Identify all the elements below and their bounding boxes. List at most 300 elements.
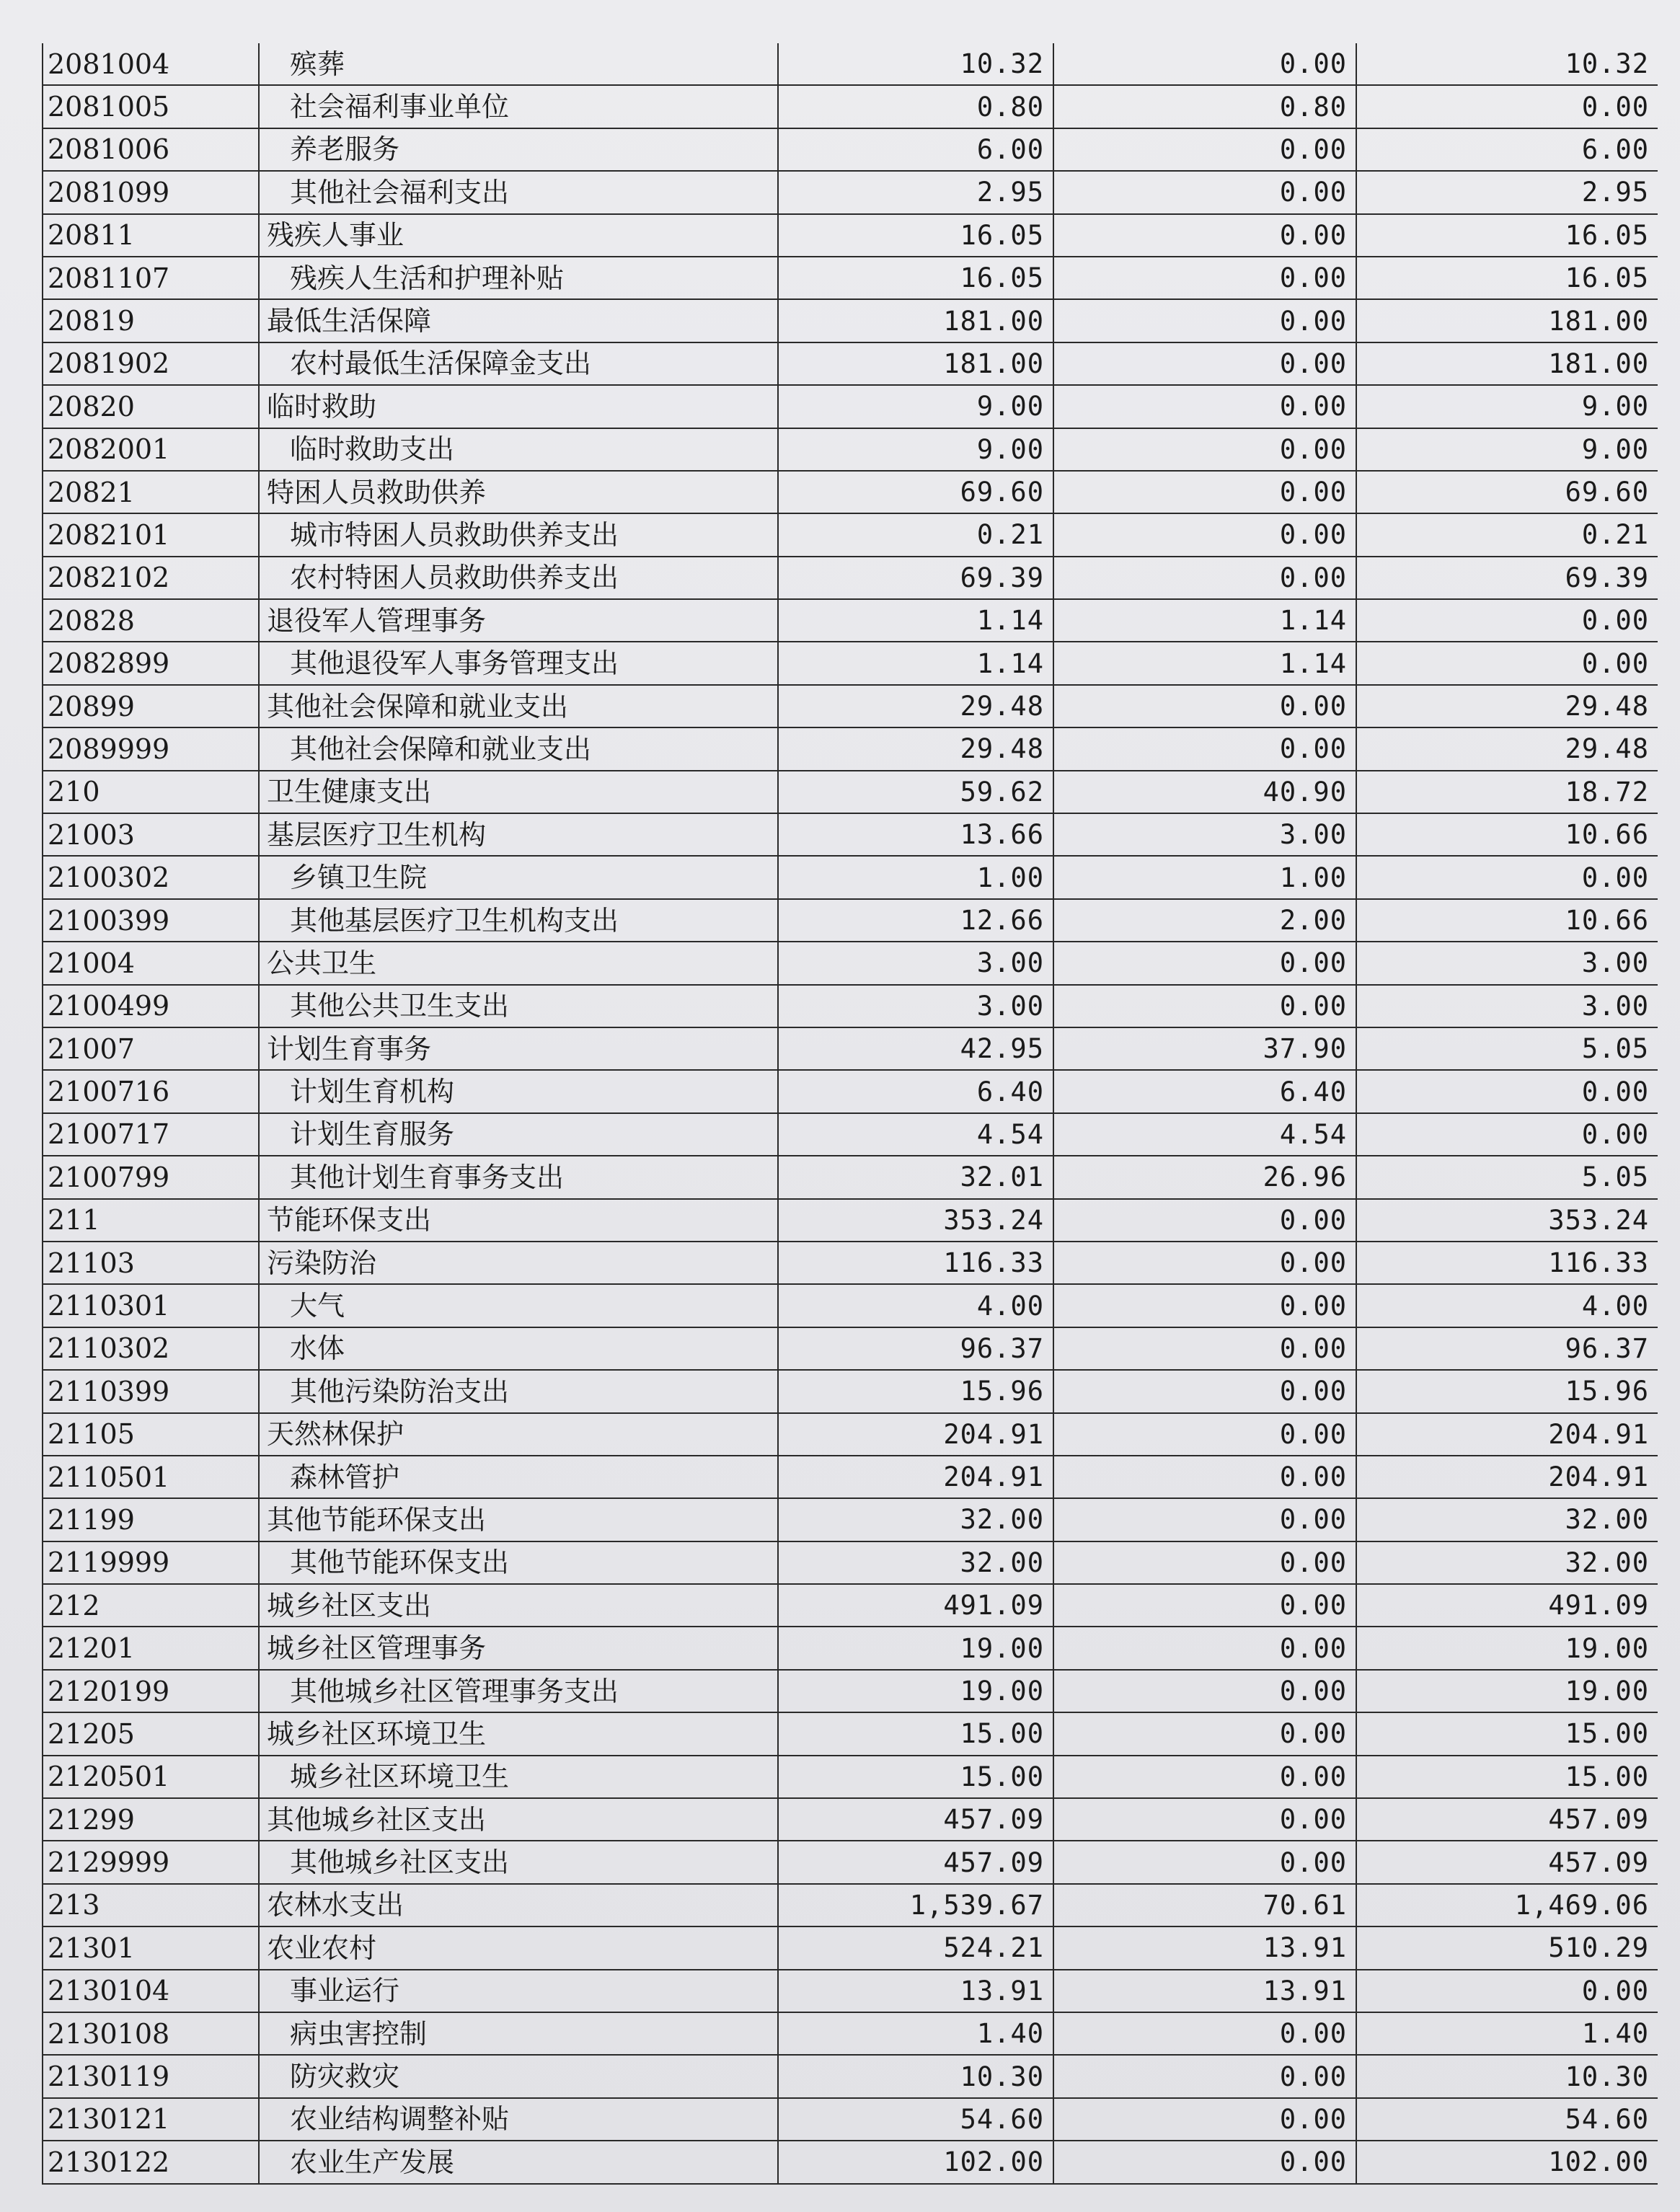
code-cell: 2100399 — [43, 899, 259, 942]
project-expenditure-cell: 181.00 — [1356, 342, 1658, 385]
total-cell: 1.00 — [778, 856, 1053, 898]
name-cell: 城乡社区环境卫生 — [259, 1756, 778, 1798]
total-cell: 69.60 — [778, 471, 1053, 513]
table-row — [43, 471, 1658, 513]
basic-expenditure-cell: 0.00 — [1053, 985, 1356, 1027]
basic-expenditure-cell: 4.54 — [1053, 1113, 1356, 1156]
table-row — [43, 1242, 1658, 1284]
table-row — [43, 1498, 1658, 1541]
project-expenditure-cell: 96.37 — [1356, 1327, 1658, 1370]
name-cell: 其他计划生育事务支出 — [259, 1156, 778, 1198]
total-cell: 457.09 — [778, 1798, 1053, 1841]
basic-expenditure-cell: 26.96 — [1053, 1156, 1356, 1198]
project-expenditure-cell: 0.21 — [1356, 513, 1658, 556]
total-cell: 457.09 — [778, 1841, 1053, 1883]
total-cell: 69.39 — [778, 557, 1053, 599]
project-expenditure-cell: 54.60 — [1356, 2098, 1658, 2141]
basic-expenditure-cell: 1.00 — [1053, 856, 1356, 898]
name-cell: 农村特困人员救助供养支出 — [259, 557, 778, 599]
table-row — [43, 1970, 1658, 2012]
code-cell: 2100716 — [43, 1070, 259, 1112]
table-row — [43, 1584, 1658, 1627]
code-cell: 213 — [43, 1884, 259, 1926]
basic-expenditure-cell: 0.00 — [1053, 1670, 1356, 1712]
basic-expenditure-cell: 0.00 — [1053, 1370, 1356, 1412]
total-cell: 16.05 — [778, 214, 1053, 257]
project-expenditure-cell: 15.00 — [1356, 1712, 1658, 1755]
total-cell: 491.09 — [778, 1584, 1053, 1627]
project-expenditure-cell: 29.48 — [1356, 685, 1658, 727]
basic-expenditure-cell: 0.00 — [1053, 685, 1356, 727]
code-cell: 2110399 — [43, 1370, 259, 1412]
project-expenditure-cell: 10.32 — [1356, 43, 1658, 85]
basic-expenditure-cell: 0.00 — [1053, 2055, 1356, 2097]
project-expenditure-cell: 9.00 — [1356, 428, 1658, 471]
basic-expenditure-cell: 3.00 — [1053, 813, 1356, 856]
name-cell: 其他污染防治支出 — [259, 1370, 778, 1412]
name-cell: 退役军人管理事务 — [259, 599, 778, 642]
code-cell: 2081099 — [43, 171, 259, 213]
table-row — [43, 942, 1658, 984]
project-expenditure-cell: 0.00 — [1356, 642, 1658, 684]
table-row — [43, 685, 1658, 727]
project-expenditure-cell: 0.00 — [1356, 1070, 1658, 1112]
name-cell: 农业农村 — [259, 1926, 778, 1969]
code-cell: 21105 — [43, 1413, 259, 1456]
table-row — [43, 513, 1658, 556]
table-row — [43, 2098, 1658, 2141]
total-cell: 15.96 — [778, 1370, 1053, 1412]
code-cell: 212 — [43, 1584, 259, 1627]
basic-expenditure-cell: 1.14 — [1053, 642, 1356, 684]
name-cell: 基层医疗卫生机构 — [259, 813, 778, 856]
basic-expenditure-cell: 0.00 — [1053, 1413, 1356, 1456]
total-cell: 1,539.67 — [778, 1884, 1053, 1926]
project-expenditure-cell: 69.60 — [1356, 471, 1658, 513]
code-cell: 20821 — [43, 471, 259, 513]
name-cell: 卫生健康支出 — [259, 771, 778, 813]
basic-expenditure-cell: 0.00 — [1053, 1456, 1356, 1498]
project-expenditure-cell: 102.00 — [1356, 2141, 1658, 2183]
basic-expenditure-cell: 2.00 — [1053, 899, 1356, 942]
code-cell: 2100302 — [43, 856, 259, 898]
table-row — [43, 214, 1658, 257]
expenditure-table — [42, 43, 1658, 2185]
project-expenditure-cell: 10.30 — [1356, 2055, 1658, 2097]
total-cell: 42.95 — [778, 1027, 1053, 1070]
basic-expenditure-cell: 0.00 — [1053, 942, 1356, 984]
table-row — [43, 813, 1658, 856]
total-cell: 9.00 — [778, 428, 1053, 471]
basic-expenditure-cell: 0.00 — [1053, 43, 1356, 85]
table-row — [43, 1370, 1658, 1412]
table-row — [43, 1027, 1658, 1070]
table-row — [43, 1456, 1658, 1498]
total-cell: 19.00 — [778, 1670, 1053, 1712]
table-row — [43, 1841, 1658, 1883]
code-cell: 2130108 — [43, 2012, 259, 2055]
basic-expenditure-cell: 70.61 — [1053, 1884, 1356, 1926]
name-cell: 社会福利事业单位 — [259, 85, 778, 128]
name-cell: 残疾人事业 — [259, 214, 778, 257]
basic-expenditure-cell: 13.91 — [1053, 1926, 1356, 1969]
total-cell: 1.40 — [778, 2012, 1053, 2055]
project-expenditure-cell: 0.00 — [1356, 1113, 1658, 1156]
basic-expenditure-cell: 0.00 — [1053, 727, 1356, 770]
name-cell: 其他节能环保支出 — [259, 1541, 778, 1584]
table-row — [43, 557, 1658, 599]
table-row — [43, 342, 1658, 385]
name-cell: 计划生育事务 — [259, 1027, 778, 1070]
code-cell: 20828 — [43, 599, 259, 642]
total-cell: 102.00 — [778, 2141, 1053, 2183]
name-cell: 防灾救灾 — [259, 2055, 778, 2097]
table-row — [43, 1413, 1658, 1456]
project-expenditure-cell: 0.00 — [1356, 1970, 1658, 2012]
project-expenditure-cell: 1.40 — [1356, 2012, 1658, 2055]
name-cell: 天然林保护 — [259, 1413, 778, 1456]
name-cell: 节能环保支出 — [259, 1199, 778, 1242]
table-row — [43, 642, 1658, 684]
total-cell: 54.60 — [778, 2098, 1053, 2141]
project-expenditure-cell: 15.96 — [1356, 1370, 1658, 1412]
name-cell: 城乡社区管理事务 — [259, 1627, 778, 1669]
name-cell: 城乡社区支出 — [259, 1584, 778, 1627]
total-cell: 116.33 — [778, 1242, 1053, 1284]
project-expenditure-cell: 181.00 — [1356, 299, 1658, 342]
total-cell: 59.62 — [778, 771, 1053, 813]
total-cell: 6.40 — [778, 1070, 1053, 1112]
project-expenditure-cell: 3.00 — [1356, 942, 1658, 984]
code-cell: 2119999 — [43, 1541, 259, 1584]
total-cell: 2.95 — [778, 171, 1053, 213]
basic-expenditure-cell: 0.80 — [1053, 85, 1356, 128]
code-cell: 2130104 — [43, 1970, 259, 2012]
project-expenditure-cell: 9.00 — [1356, 385, 1658, 428]
code-cell: 20811 — [43, 214, 259, 257]
name-cell: 公共卫生 — [259, 942, 778, 984]
code-cell: 2089999 — [43, 727, 259, 770]
project-expenditure-cell: 0.00 — [1356, 856, 1658, 898]
name-cell: 城市特困人员救助供养支出 — [259, 513, 778, 556]
project-expenditure-cell: 0.00 — [1356, 85, 1658, 128]
basic-expenditure-cell: 0.00 — [1053, 1841, 1356, 1883]
table-row — [43, 85, 1658, 128]
project-expenditure-cell: 204.91 — [1356, 1413, 1658, 1456]
total-cell: 0.21 — [778, 513, 1053, 556]
code-cell: 2082101 — [43, 513, 259, 556]
basic-expenditure-cell: 0.00 — [1053, 1498, 1356, 1541]
project-expenditure-cell: 16.05 — [1356, 257, 1658, 299]
name-cell: 其他基层医疗卫生机构支出 — [259, 899, 778, 942]
basic-expenditure-cell: 0.00 — [1053, 2098, 1356, 2141]
name-cell: 养老服务 — [259, 128, 778, 171]
basic-expenditure-cell: 0.00 — [1053, 513, 1356, 556]
code-cell: 21004 — [43, 942, 259, 984]
total-cell: 32.00 — [778, 1541, 1053, 1584]
total-cell: 0.80 — [778, 85, 1053, 128]
table-row — [43, 1541, 1658, 1584]
project-expenditure-cell: 510.29 — [1356, 1926, 1658, 1969]
name-cell: 其他城乡社区支出 — [259, 1798, 778, 1841]
name-cell: 农村最低生活保障金支出 — [259, 342, 778, 385]
total-cell: 1.14 — [778, 642, 1053, 684]
table-row — [43, 428, 1658, 471]
table-row — [43, 856, 1658, 898]
name-cell: 其他公共卫生支出 — [259, 985, 778, 1027]
table-row — [43, 2141, 1658, 2183]
total-cell: 1.14 — [778, 599, 1053, 642]
project-expenditure-cell: 1,469.06 — [1356, 1884, 1658, 1926]
total-cell: 12.66 — [778, 899, 1053, 942]
code-cell: 21205 — [43, 1712, 259, 1755]
code-cell: 2081004 — [43, 43, 259, 85]
table-row — [43, 1670, 1658, 1712]
basic-expenditure-cell: 0.00 — [1053, 1627, 1356, 1669]
code-cell: 2082899 — [43, 642, 259, 684]
name-cell: 殡葬 — [259, 43, 778, 85]
basic-expenditure-cell: 6.40 — [1053, 1070, 1356, 1112]
project-expenditure-cell: 16.05 — [1356, 214, 1658, 257]
total-cell: 3.00 — [778, 942, 1053, 984]
table-row — [43, 1926, 1658, 1969]
table-row — [43, 385, 1658, 428]
total-cell: 4.00 — [778, 1284, 1053, 1327]
name-cell: 其他社会福利支出 — [259, 171, 778, 213]
basic-expenditure-cell: 0.00 — [1053, 214, 1356, 257]
basic-expenditure-cell: 0.00 — [1053, 342, 1356, 385]
basic-expenditure-cell: 0.00 — [1053, 2141, 1356, 2183]
table-row — [43, 599, 1658, 642]
project-expenditure-cell: 4.00 — [1356, 1284, 1658, 1327]
code-cell: 21003 — [43, 813, 259, 856]
table-row — [43, 1070, 1658, 1112]
basic-expenditure-cell: 0.00 — [1053, 1712, 1356, 1755]
basic-expenditure-cell: 0.00 — [1053, 1199, 1356, 1242]
table-row — [43, 1284, 1658, 1327]
basic-expenditure-cell: 0.00 — [1053, 385, 1356, 428]
name-cell: 其他社会保障和就业支出 — [259, 727, 778, 770]
project-expenditure-cell: 32.00 — [1356, 1498, 1658, 1541]
basic-expenditure-cell: 0.00 — [1053, 1584, 1356, 1627]
code-cell: 2130121 — [43, 2098, 259, 2141]
code-cell: 2120501 — [43, 1756, 259, 1798]
project-expenditure-cell: 19.00 — [1356, 1627, 1658, 1669]
code-cell: 2120199 — [43, 1670, 259, 1712]
code-cell: 20819 — [43, 299, 259, 342]
table-row — [43, 43, 1658, 85]
table-row — [43, 1627, 1658, 1669]
table-row — [43, 2012, 1658, 2055]
total-cell: 3.00 — [778, 985, 1053, 1027]
table-row — [43, 985, 1658, 1027]
name-cell: 其他城乡社区管理事务支出 — [259, 1670, 778, 1712]
project-expenditure-cell: 29.48 — [1356, 727, 1658, 770]
total-cell: 9.00 — [778, 385, 1053, 428]
basic-expenditure-cell: 0.00 — [1053, 299, 1356, 342]
total-cell: 353.24 — [778, 1199, 1053, 1242]
project-expenditure-cell: 5.05 — [1356, 1156, 1658, 1198]
total-cell: 32.01 — [778, 1156, 1053, 1198]
name-cell: 其他城乡社区支出 — [259, 1841, 778, 1883]
table-row — [43, 1798, 1658, 1841]
total-cell: 96.37 — [778, 1327, 1053, 1370]
project-expenditure-cell: 457.09 — [1356, 1798, 1658, 1841]
project-expenditure-cell: 0.00 — [1356, 599, 1658, 642]
code-cell: 21201 — [43, 1627, 259, 1669]
total-cell: 204.91 — [778, 1413, 1053, 1456]
basic-expenditure-cell: 0.00 — [1053, 1756, 1356, 1798]
project-expenditure-cell: 3.00 — [1356, 985, 1658, 1027]
total-cell: 524.21 — [778, 1926, 1053, 1969]
code-cell: 2100499 — [43, 985, 259, 1027]
name-cell: 最低生活保障 — [259, 299, 778, 342]
code-cell: 2100717 — [43, 1113, 259, 1156]
code-cell: 2081006 — [43, 128, 259, 171]
project-expenditure-cell: 6.00 — [1356, 128, 1658, 171]
total-cell: 10.32 — [778, 43, 1053, 85]
name-cell: 事业运行 — [259, 1970, 778, 2012]
project-expenditure-cell: 32.00 — [1356, 1541, 1658, 1584]
total-cell: 19.00 — [778, 1627, 1053, 1669]
table-row — [43, 899, 1658, 942]
code-cell: 21299 — [43, 1798, 259, 1841]
name-cell: 农业结构调整补贴 — [259, 2098, 778, 2141]
table-row — [43, 1113, 1658, 1156]
project-expenditure-cell: 10.66 — [1356, 899, 1658, 942]
code-cell: 2110302 — [43, 1327, 259, 1370]
total-cell: 15.00 — [778, 1712, 1053, 1755]
project-expenditure-cell: 457.09 — [1356, 1841, 1658, 1883]
code-cell: 210 — [43, 771, 259, 813]
project-expenditure-cell: 19.00 — [1356, 1670, 1658, 1712]
project-expenditure-cell: 116.33 — [1356, 1242, 1658, 1284]
table-row — [43, 771, 1658, 813]
code-cell: 21199 — [43, 1498, 259, 1541]
code-cell: 2110301 — [43, 1284, 259, 1327]
basic-expenditure-cell: 0.00 — [1053, 557, 1356, 599]
code-cell: 2081005 — [43, 85, 259, 128]
project-expenditure-cell: 15.00 — [1356, 1756, 1658, 1798]
table-row — [43, 1884, 1658, 1926]
name-cell: 其他退役军人事务管理支出 — [259, 642, 778, 684]
name-cell: 特困人员救助供养 — [259, 471, 778, 513]
total-cell: 10.30 — [778, 2055, 1053, 2097]
total-cell: 32.00 — [778, 1498, 1053, 1541]
name-cell: 病虫害控制 — [259, 2012, 778, 2055]
name-cell: 污染防治 — [259, 1242, 778, 1284]
name-cell: 其他节能环保支出 — [259, 1498, 778, 1541]
basic-expenditure-cell: 13.91 — [1053, 1970, 1356, 2012]
name-cell: 其他社会保障和就业支出 — [259, 685, 778, 727]
basic-expenditure-cell: 0.00 — [1053, 1284, 1356, 1327]
basic-expenditure-cell: 37.90 — [1053, 1027, 1356, 1070]
basic-expenditure-cell: 0.00 — [1053, 257, 1356, 299]
code-cell: 21007 — [43, 1027, 259, 1070]
project-expenditure-cell: 5.05 — [1356, 1027, 1658, 1070]
code-cell: 2110501 — [43, 1456, 259, 1498]
basic-expenditure-cell: 0.00 — [1053, 1327, 1356, 1370]
name-cell: 水体 — [259, 1327, 778, 1370]
total-cell: 13.66 — [778, 813, 1053, 856]
table-body — [43, 43, 1658, 2184]
name-cell: 临时救助支出 — [259, 428, 778, 471]
name-cell: 农业生产发展 — [259, 2141, 778, 2183]
table-row — [43, 2055, 1658, 2097]
name-cell: 计划生育机构 — [259, 1070, 778, 1112]
project-expenditure-cell: 69.39 — [1356, 557, 1658, 599]
code-cell: 21301 — [43, 1926, 259, 1969]
total-cell: 181.00 — [778, 342, 1053, 385]
table-row — [43, 1327, 1658, 1370]
project-expenditure-cell: 2.95 — [1356, 171, 1658, 213]
name-cell: 残疾人生活和护理补贴 — [259, 257, 778, 299]
table-row — [43, 128, 1658, 171]
name-cell: 临时救助 — [259, 385, 778, 428]
basic-expenditure-cell: 0.00 — [1053, 128, 1356, 171]
total-cell: 29.48 — [778, 685, 1053, 727]
name-cell: 计划生育服务 — [259, 1113, 778, 1156]
name-cell: 森林管护 — [259, 1456, 778, 1498]
basic-expenditure-cell: 1.14 — [1053, 599, 1356, 642]
total-cell: 16.05 — [778, 257, 1053, 299]
project-expenditure-cell: 204.91 — [1356, 1456, 1658, 1498]
code-cell: 2081902 — [43, 342, 259, 385]
table-row — [43, 727, 1658, 770]
project-expenditure-cell: 353.24 — [1356, 1199, 1658, 1242]
name-cell: 大气 — [259, 1284, 778, 1327]
table-row — [43, 171, 1658, 213]
basic-expenditure-cell: 0.00 — [1053, 171, 1356, 213]
code-cell: 21103 — [43, 1242, 259, 1284]
project-expenditure-cell: 491.09 — [1356, 1584, 1658, 1627]
code-cell: 2130122 — [43, 2141, 259, 2183]
code-cell: 2082001 — [43, 428, 259, 471]
total-cell: 15.00 — [778, 1756, 1053, 1798]
basic-expenditure-cell: 0.00 — [1053, 1798, 1356, 1841]
code-cell: 2082102 — [43, 557, 259, 599]
name-cell: 乡镇卫生院 — [259, 856, 778, 898]
basic-expenditure-cell: 0.00 — [1053, 1541, 1356, 1584]
total-cell: 6.00 — [778, 128, 1053, 171]
basic-expenditure-cell: 0.00 — [1053, 2012, 1356, 2055]
basic-expenditure-cell: 0.00 — [1053, 1242, 1356, 1284]
project-expenditure-cell: 10.66 — [1356, 813, 1658, 856]
code-cell: 2100799 — [43, 1156, 259, 1198]
code-cell: 211 — [43, 1199, 259, 1242]
basic-expenditure-cell: 40.90 — [1053, 771, 1356, 813]
total-cell: 204.91 — [778, 1456, 1053, 1498]
name-cell: 农林水支出 — [259, 1884, 778, 1926]
total-cell: 4.54 — [778, 1113, 1053, 1156]
code-cell: 2129999 — [43, 1841, 259, 1883]
code-cell: 2130119 — [43, 2055, 259, 2097]
table-row — [43, 299, 1658, 342]
code-cell: 2081107 — [43, 257, 259, 299]
table-row — [43, 1712, 1658, 1755]
table-row — [43, 1199, 1658, 1242]
total-cell: 13.91 — [778, 1970, 1053, 2012]
code-cell: 20899 — [43, 685, 259, 727]
total-cell: 29.48 — [778, 727, 1053, 770]
table-row — [43, 257, 1658, 299]
project-expenditure-cell: 18.72 — [1356, 771, 1658, 813]
code-cell: 20820 — [43, 385, 259, 428]
basic-expenditure-cell: 0.00 — [1053, 471, 1356, 513]
total-cell: 181.00 — [778, 299, 1053, 342]
table-row — [43, 1156, 1658, 1198]
basic-expenditure-cell: 0.00 — [1053, 428, 1356, 471]
